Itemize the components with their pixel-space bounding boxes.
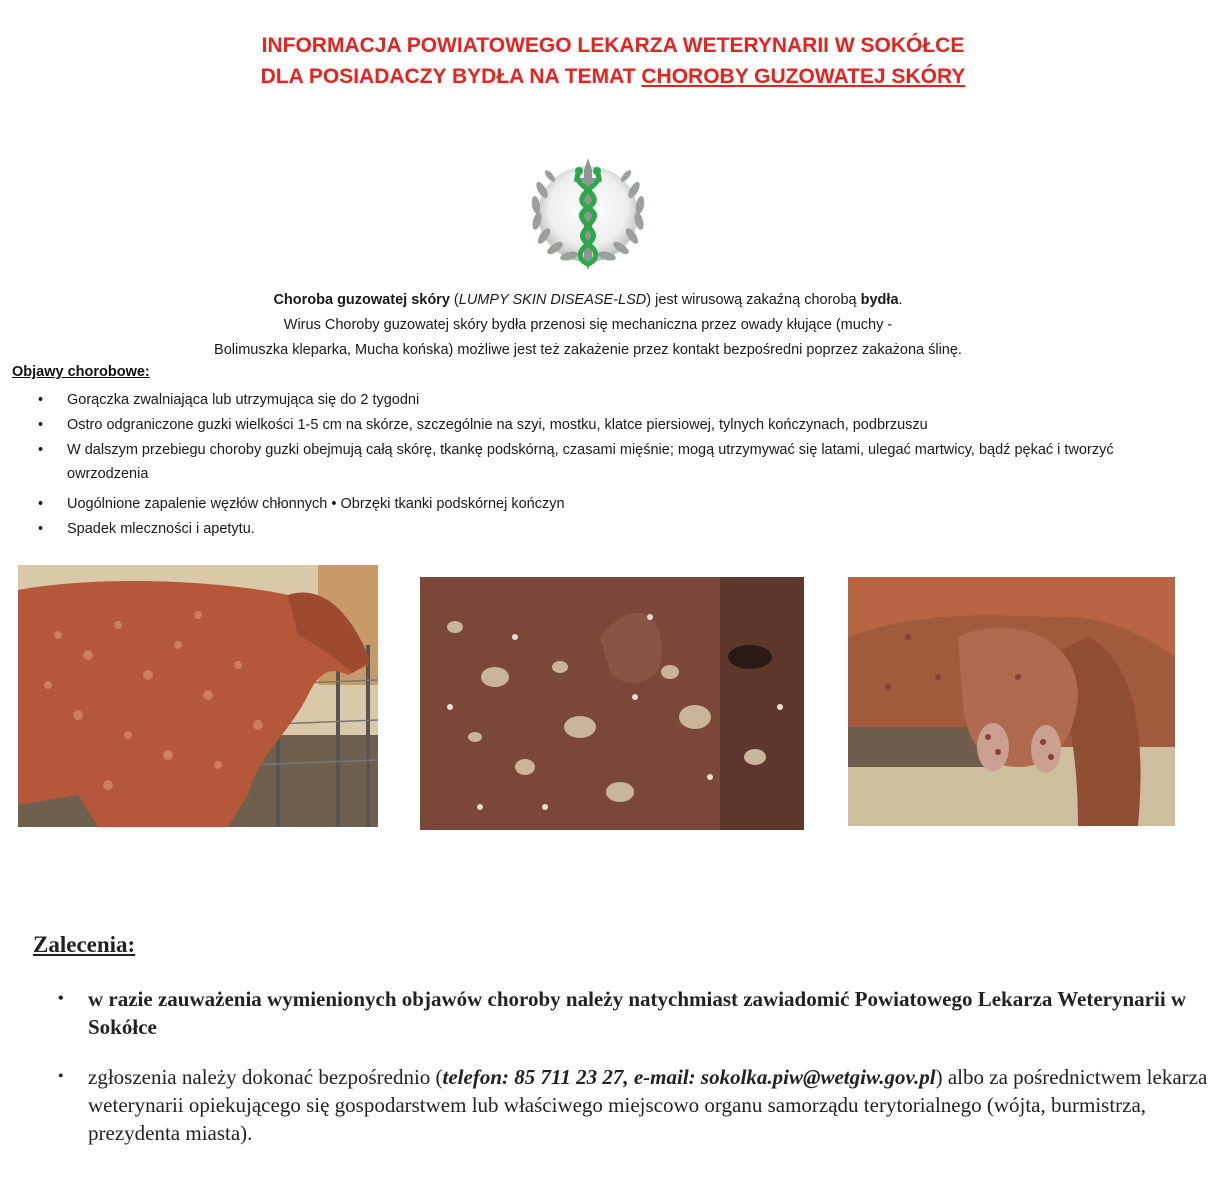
veterinary-caduceus-wreath-icon: [522, 150, 654, 275]
photo-cow-with-lumps: [18, 565, 378, 827]
list-item: • Gorączka zwalniająca lub utrzymująca się do 2 tygodni: [38, 388, 1188, 412]
report-text-post: ) albo za pośrednictwem lekarza weterynarii opiekującego się gospodarstwem lub właściwego miejscowo organu samorządu terytorialnego (wójta, burmistrza, prezydenta miasta).: [88, 1065, 1208, 1145]
disease-name-bold: Choroba guzowatej skóry: [273, 292, 450, 308]
page-title: [0, 30, 1226, 92]
list-item: • Ostro odgraniczone guzki wielkości 1-5 cm na skórze, szczególnie na szyi, mostku, klatce piersiowej, tylnych kończynach, podbrzuszu: [38, 413, 1188, 437]
disease-description: [0, 288, 1176, 363]
photo-udder-lesions: [848, 577, 1175, 826]
recommendations-heading: Zalecenia:: [33, 932, 136, 957]
intro-text-mid: ) jest wirusową zakaźną chorobą: [646, 292, 861, 308]
intro-line-2: Wirus Choroby guzowatej skóry bydła przenosi się mechaniczna przez owady kłujące (muchy -: [283, 317, 893, 333]
list-item: • W dalszym przebiegu choroby guzki obejmują całą skórę, tkankę podskórną, czasami mięśnie; mogą utrzymywać się latami, ulegać martwicy, bądź pękać i tworzyć owrzodzenia: [38, 438, 1188, 486]
report-text-pre: zgłoszenia należy dokonać bezpośrednio (: [88, 1065, 443, 1089]
symptoms-list: [38, 388, 1188, 542]
intro-cattle-bold: bydła: [860, 292, 899, 308]
intro-paren-open: (: [449, 292, 459, 308]
photo-skin-nodules-closeup: [420, 577, 804, 830]
list-item: • Uogólnione zapalenie węzłów chłonnych • Obrzęki tkanki podskórnej kończyn: [38, 492, 1188, 516]
symptoms-heading: Objawy chorobowe:: [12, 364, 150, 380]
recommendations-list: [58, 985, 1218, 1147]
title-disease-name: CHOROBY GUZOWATEJ SKÓRY: [641, 65, 966, 88]
title-line-1: INFORMACJA POWIATOWEGO LEKARZA WETERYNARII W SOKÓŁCE: [261, 34, 965, 57]
list-item: [58, 1063, 1218, 1147]
list-item: • Spadek mleczności i apetytu.: [38, 517, 1188, 541]
list-item: • w razie zauważenia wymienionych objawów choroby należy natychmiast zawiadomić Powiatowego Lekarza Weterynarii w Sokółce: [58, 985, 1218, 1041]
disease-english-name: LUMPY SKIN DISEASE-LSD: [458, 292, 647, 308]
title-line-2-prefix: DLA POSIADACZY BYDŁA NA TEMAT: [260, 65, 642, 88]
title-line-2: [0, 61, 1226, 92]
intro-line-1: [0, 288, 1176, 313]
intro-line-3: Bolimuszka kleparka, Mucha końska) możliwe jest też zakażenie przez kontakt bezpośredni poprzez zakażona ślinę.: [214, 342, 962, 358]
intro-text-end: .: [898, 292, 903, 308]
contact-details: telefon: 85 711 23 27, e-mail: sokolka.piw@wetgiw.gov.pl: [442, 1065, 936, 1089]
